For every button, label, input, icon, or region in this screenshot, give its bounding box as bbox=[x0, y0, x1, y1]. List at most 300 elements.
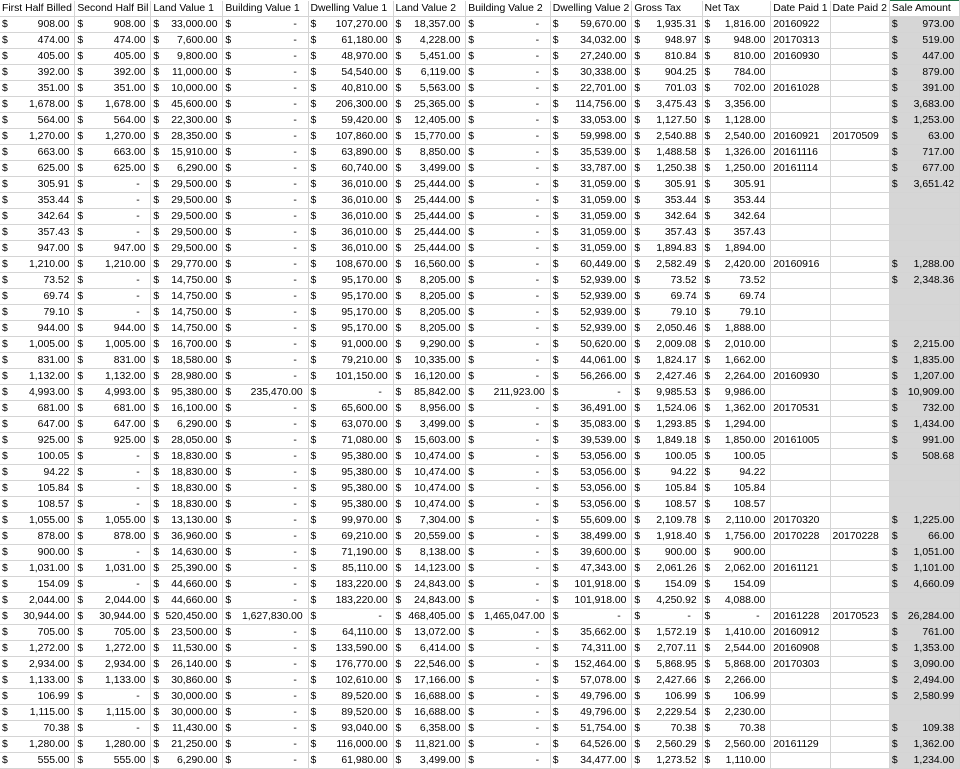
cell[interactable] bbox=[550, 673, 632, 689]
cell[interactable] bbox=[830, 81, 889, 97]
cell[interactable] bbox=[632, 17, 702, 33]
cell[interactable] bbox=[771, 289, 830, 305]
cell[interactable] bbox=[151, 49, 223, 65]
cell[interactable] bbox=[702, 209, 771, 225]
cell[interactable] bbox=[830, 17, 889, 33]
cell[interactable] bbox=[75, 305, 151, 321]
cell[interactable]: 20161121 bbox=[771, 561, 830, 577]
cell[interactable] bbox=[550, 481, 632, 497]
cell[interactable] bbox=[702, 129, 771, 145]
cell[interactable] bbox=[702, 353, 771, 369]
column-header[interactable]: Building Value 2 bbox=[466, 1, 550, 17]
cell[interactable] bbox=[889, 209, 959, 225]
cell[interactable] bbox=[151, 705, 223, 721]
cell[interactable] bbox=[308, 401, 393, 417]
cell[interactable] bbox=[75, 721, 151, 737]
cell[interactable] bbox=[393, 481, 466, 497]
cell[interactable] bbox=[830, 657, 889, 673]
cell[interactable] bbox=[393, 385, 466, 401]
cell[interactable] bbox=[75, 433, 151, 449]
cell[interactable] bbox=[771, 689, 830, 705]
cell[interactable] bbox=[0, 545, 75, 561]
cell[interactable] bbox=[830, 481, 889, 497]
cell[interactable] bbox=[393, 497, 466, 513]
cell[interactable] bbox=[151, 369, 223, 385]
cell[interactable] bbox=[308, 113, 393, 129]
cell[interactable] bbox=[0, 177, 75, 193]
cell[interactable] bbox=[632, 65, 702, 81]
cell[interactable] bbox=[632, 737, 702, 753]
cell[interactable] bbox=[702, 193, 771, 209]
cell[interactable] bbox=[223, 289, 308, 305]
cell[interactable] bbox=[393, 209, 466, 225]
cell[interactable] bbox=[393, 737, 466, 753]
cell[interactable] bbox=[702, 529, 771, 545]
cell[interactable] bbox=[223, 449, 308, 465]
cell[interactable] bbox=[0, 225, 75, 241]
cell[interactable] bbox=[830, 753, 889, 769]
cell[interactable] bbox=[632, 337, 702, 353]
cell[interactable] bbox=[702, 673, 771, 689]
cell[interactable] bbox=[550, 353, 632, 369]
cell[interactable]: 20161116 bbox=[771, 145, 830, 161]
cell[interactable] bbox=[889, 161, 959, 177]
cell[interactable] bbox=[889, 241, 959, 257]
cell[interactable] bbox=[632, 305, 702, 321]
cell[interactable] bbox=[0, 209, 75, 225]
cell[interactable] bbox=[393, 657, 466, 673]
cell[interactable] bbox=[151, 401, 223, 417]
cell[interactable] bbox=[223, 33, 308, 49]
cell[interactable] bbox=[889, 609, 959, 625]
cell[interactable] bbox=[151, 97, 223, 113]
cell[interactable] bbox=[466, 497, 550, 513]
cell[interactable] bbox=[550, 529, 632, 545]
cell[interactable] bbox=[393, 273, 466, 289]
cell[interactable] bbox=[223, 609, 308, 625]
cell[interactable] bbox=[393, 625, 466, 641]
cell[interactable] bbox=[223, 225, 308, 241]
cell[interactable] bbox=[830, 289, 889, 305]
cell[interactable] bbox=[393, 721, 466, 737]
cell[interactable] bbox=[550, 385, 632, 401]
cell[interactable] bbox=[889, 113, 959, 129]
cell[interactable] bbox=[308, 705, 393, 721]
cell[interactable] bbox=[0, 561, 75, 577]
cell[interactable] bbox=[393, 353, 466, 369]
cell[interactable] bbox=[223, 321, 308, 337]
cell[interactable] bbox=[151, 545, 223, 561]
cell[interactable]: 20170228 bbox=[771, 529, 830, 545]
cell[interactable] bbox=[0, 609, 75, 625]
cell[interactable] bbox=[550, 33, 632, 49]
column-header[interactable]: Dwelling Value 2 bbox=[550, 1, 632, 17]
cell[interactable] bbox=[550, 337, 632, 353]
cell[interactable] bbox=[550, 305, 632, 321]
cell[interactable] bbox=[632, 369, 702, 385]
cell[interactable] bbox=[550, 369, 632, 385]
cell[interactable] bbox=[702, 257, 771, 273]
cell[interactable] bbox=[550, 273, 632, 289]
cell[interactable] bbox=[393, 577, 466, 593]
cell[interactable] bbox=[889, 465, 959, 481]
cell[interactable] bbox=[308, 513, 393, 529]
cell[interactable] bbox=[308, 625, 393, 641]
cell[interactable] bbox=[75, 593, 151, 609]
cell[interactable] bbox=[702, 417, 771, 433]
cell[interactable] bbox=[550, 433, 632, 449]
cell[interactable]: 20161228 bbox=[771, 609, 830, 625]
cell[interactable] bbox=[466, 65, 550, 81]
cell[interactable] bbox=[393, 193, 466, 209]
cell[interactable] bbox=[771, 97, 830, 113]
cell[interactable] bbox=[75, 513, 151, 529]
cell[interactable] bbox=[830, 593, 889, 609]
column-header[interactable]: Second Half Bil bbox=[75, 1, 151, 17]
cell[interactable] bbox=[75, 273, 151, 289]
cell[interactable] bbox=[223, 97, 308, 113]
cell[interactable] bbox=[308, 481, 393, 497]
cell[interactable] bbox=[75, 497, 151, 513]
cell[interactable] bbox=[550, 577, 632, 593]
cell[interactable] bbox=[223, 721, 308, 737]
cell[interactable] bbox=[0, 753, 75, 769]
cell[interactable] bbox=[889, 737, 959, 753]
cell[interactable] bbox=[771, 417, 830, 433]
cell[interactable] bbox=[308, 129, 393, 145]
cell[interactable] bbox=[75, 401, 151, 417]
cell[interactable] bbox=[0, 129, 75, 145]
cell[interactable] bbox=[466, 657, 550, 673]
cell[interactable] bbox=[632, 273, 702, 289]
cell[interactable] bbox=[75, 385, 151, 401]
cell[interactable] bbox=[308, 465, 393, 481]
cell[interactable] bbox=[308, 257, 393, 273]
cell[interactable] bbox=[632, 257, 702, 273]
cell[interactable] bbox=[550, 81, 632, 97]
cell[interactable] bbox=[550, 49, 632, 65]
cell[interactable] bbox=[830, 705, 889, 721]
cell[interactable] bbox=[830, 737, 889, 753]
cell[interactable] bbox=[223, 705, 308, 721]
cell[interactable] bbox=[393, 449, 466, 465]
cell[interactable] bbox=[393, 177, 466, 193]
cell[interactable] bbox=[223, 305, 308, 321]
cell[interactable] bbox=[223, 161, 308, 177]
cell[interactable] bbox=[466, 609, 550, 625]
cell[interactable] bbox=[632, 641, 702, 657]
cell[interactable] bbox=[151, 225, 223, 241]
cell[interactable] bbox=[393, 417, 466, 433]
cell[interactable] bbox=[550, 737, 632, 753]
cell[interactable] bbox=[393, 641, 466, 657]
cell[interactable]: 20170531 bbox=[771, 401, 830, 417]
cell[interactable] bbox=[466, 513, 550, 529]
cell[interactable] bbox=[0, 577, 75, 593]
cell[interactable] bbox=[830, 273, 889, 289]
cell[interactable] bbox=[550, 161, 632, 177]
cell[interactable] bbox=[393, 337, 466, 353]
cell[interactable] bbox=[771, 353, 830, 369]
cell[interactable] bbox=[889, 561, 959, 577]
cell[interactable] bbox=[151, 529, 223, 545]
cell[interactable] bbox=[75, 753, 151, 769]
cell[interactable] bbox=[393, 705, 466, 721]
cell[interactable] bbox=[632, 113, 702, 129]
cell[interactable] bbox=[75, 737, 151, 753]
cell[interactable]: 20161114 bbox=[771, 161, 830, 177]
cell[interactable] bbox=[771, 497, 830, 513]
cell[interactable] bbox=[75, 705, 151, 721]
cell[interactable] bbox=[771, 449, 830, 465]
cell[interactable] bbox=[702, 289, 771, 305]
cell[interactable] bbox=[889, 129, 959, 145]
cell[interactable] bbox=[393, 17, 466, 33]
cell[interactable] bbox=[223, 337, 308, 353]
cell[interactable] bbox=[466, 737, 550, 753]
column-header[interactable]: Land Value 2 bbox=[393, 1, 466, 17]
cell[interactable] bbox=[151, 577, 223, 593]
cell[interactable] bbox=[223, 753, 308, 769]
cell[interactable] bbox=[889, 625, 959, 641]
cell[interactable] bbox=[151, 209, 223, 225]
cell[interactable] bbox=[889, 705, 959, 721]
cell[interactable] bbox=[830, 161, 889, 177]
cell[interactable] bbox=[223, 49, 308, 65]
cell[interactable] bbox=[632, 289, 702, 305]
cell[interactable] bbox=[0, 161, 75, 177]
cell[interactable] bbox=[632, 417, 702, 433]
cell[interactable] bbox=[75, 625, 151, 641]
cell[interactable] bbox=[466, 241, 550, 257]
cell[interactable] bbox=[632, 529, 702, 545]
cell[interactable] bbox=[151, 497, 223, 513]
cell[interactable] bbox=[771, 321, 830, 337]
cell[interactable] bbox=[632, 81, 702, 97]
cell[interactable] bbox=[0, 705, 75, 721]
cell[interactable] bbox=[889, 369, 959, 385]
cell[interactable] bbox=[632, 49, 702, 65]
cell[interactable] bbox=[308, 209, 393, 225]
cell[interactable] bbox=[889, 145, 959, 161]
cell[interactable] bbox=[151, 593, 223, 609]
cell[interactable] bbox=[308, 433, 393, 449]
cell[interactable] bbox=[632, 433, 702, 449]
cell[interactable] bbox=[393, 289, 466, 305]
cell[interactable] bbox=[75, 641, 151, 657]
cell[interactable] bbox=[702, 401, 771, 417]
cell[interactable] bbox=[771, 225, 830, 241]
cell[interactable] bbox=[393, 673, 466, 689]
cell[interactable] bbox=[308, 545, 393, 561]
cell[interactable] bbox=[830, 97, 889, 113]
cell[interactable] bbox=[889, 65, 959, 81]
cell[interactable] bbox=[771, 113, 830, 129]
cell[interactable] bbox=[151, 753, 223, 769]
cell[interactable] bbox=[223, 65, 308, 81]
cell[interactable]: 20161028 bbox=[771, 81, 830, 97]
cell[interactable] bbox=[889, 449, 959, 465]
cell[interactable] bbox=[151, 609, 223, 625]
cell[interactable] bbox=[830, 337, 889, 353]
cell[interactable] bbox=[0, 257, 75, 273]
cell[interactable] bbox=[223, 113, 308, 129]
cell[interactable] bbox=[702, 641, 771, 657]
cell[interactable] bbox=[223, 529, 308, 545]
cell[interactable] bbox=[702, 321, 771, 337]
cell[interactable] bbox=[393, 433, 466, 449]
cell[interactable] bbox=[151, 417, 223, 433]
cell[interactable] bbox=[0, 689, 75, 705]
cell[interactable] bbox=[550, 241, 632, 257]
cell[interactable] bbox=[75, 177, 151, 193]
cell[interactable] bbox=[75, 561, 151, 577]
cell[interactable] bbox=[550, 401, 632, 417]
cell[interactable] bbox=[550, 225, 632, 241]
cell[interactable] bbox=[550, 97, 632, 113]
cell[interactable] bbox=[75, 417, 151, 433]
cell[interactable] bbox=[889, 689, 959, 705]
cell[interactable] bbox=[223, 193, 308, 209]
cell[interactable] bbox=[889, 385, 959, 401]
cell[interactable] bbox=[889, 193, 959, 209]
cell[interactable] bbox=[0, 737, 75, 753]
cell[interactable] bbox=[466, 577, 550, 593]
cell[interactable] bbox=[223, 545, 308, 561]
cell[interactable] bbox=[151, 721, 223, 737]
cell[interactable] bbox=[702, 609, 771, 625]
cell[interactable] bbox=[702, 241, 771, 257]
cell[interactable] bbox=[466, 753, 550, 769]
cell[interactable] bbox=[632, 241, 702, 257]
cell[interactable] bbox=[702, 689, 771, 705]
cell[interactable] bbox=[151, 737, 223, 753]
cell[interactable] bbox=[830, 689, 889, 705]
cell[interactable] bbox=[632, 513, 702, 529]
cell[interactable] bbox=[466, 673, 550, 689]
cell[interactable] bbox=[702, 17, 771, 33]
cell[interactable]: 20160912 bbox=[771, 625, 830, 641]
cell[interactable] bbox=[75, 17, 151, 33]
cell[interactable] bbox=[151, 241, 223, 257]
cell[interactable] bbox=[0, 449, 75, 465]
cell[interactable] bbox=[830, 353, 889, 369]
cell[interactable] bbox=[550, 609, 632, 625]
cell[interactable] bbox=[466, 353, 550, 369]
cell[interactable] bbox=[889, 529, 959, 545]
cell[interactable] bbox=[702, 81, 771, 97]
cell[interactable] bbox=[830, 545, 889, 561]
cell[interactable] bbox=[830, 369, 889, 385]
cell[interactable] bbox=[466, 481, 550, 497]
cell[interactable] bbox=[702, 177, 771, 193]
cell[interactable] bbox=[0, 417, 75, 433]
cell[interactable] bbox=[308, 385, 393, 401]
cell[interactable] bbox=[223, 241, 308, 257]
cell[interactable] bbox=[632, 401, 702, 417]
cell[interactable] bbox=[702, 369, 771, 385]
cell[interactable] bbox=[308, 81, 393, 97]
cell[interactable] bbox=[223, 673, 308, 689]
cell[interactable] bbox=[308, 145, 393, 161]
cell[interactable] bbox=[223, 593, 308, 609]
cell[interactable] bbox=[889, 721, 959, 737]
cell[interactable] bbox=[889, 321, 959, 337]
cell[interactable] bbox=[223, 513, 308, 529]
cell[interactable]: 20170523 bbox=[830, 609, 889, 625]
cell[interactable] bbox=[466, 193, 550, 209]
cell[interactable] bbox=[771, 241, 830, 257]
cell[interactable] bbox=[550, 705, 632, 721]
cell[interactable] bbox=[151, 481, 223, 497]
cell[interactable] bbox=[889, 657, 959, 673]
cell[interactable] bbox=[771, 753, 830, 769]
cell[interactable] bbox=[308, 241, 393, 257]
cell[interactable] bbox=[632, 321, 702, 337]
cell[interactable] bbox=[75, 193, 151, 209]
cell[interactable] bbox=[308, 721, 393, 737]
cell[interactable] bbox=[466, 49, 550, 65]
cell[interactable] bbox=[466, 81, 550, 97]
cell[interactable] bbox=[550, 449, 632, 465]
cell[interactable] bbox=[151, 65, 223, 81]
cell[interactable] bbox=[550, 65, 632, 81]
cell[interactable] bbox=[771, 385, 830, 401]
cell[interactable] bbox=[308, 273, 393, 289]
cell[interactable] bbox=[308, 49, 393, 65]
cell[interactable]: 20160922 bbox=[771, 17, 830, 33]
cell[interactable] bbox=[393, 305, 466, 321]
cell[interactable] bbox=[466, 721, 550, 737]
cell[interactable] bbox=[75, 97, 151, 113]
cell[interactable] bbox=[830, 145, 889, 161]
cell[interactable] bbox=[702, 593, 771, 609]
cell[interactable] bbox=[151, 449, 223, 465]
cell[interactable] bbox=[702, 449, 771, 465]
cell[interactable] bbox=[702, 385, 771, 401]
cell[interactable] bbox=[308, 353, 393, 369]
cell[interactable] bbox=[75, 657, 151, 673]
cell[interactable] bbox=[151, 273, 223, 289]
cell[interactable] bbox=[889, 97, 959, 113]
cell[interactable] bbox=[830, 209, 889, 225]
cell[interactable] bbox=[889, 641, 959, 657]
cell[interactable] bbox=[830, 49, 889, 65]
cell[interactable] bbox=[151, 465, 223, 481]
column-header[interactable]: First Half Billed bbox=[0, 1, 75, 17]
cell[interactable] bbox=[550, 593, 632, 609]
cell[interactable] bbox=[75, 321, 151, 337]
cell[interactable] bbox=[223, 273, 308, 289]
cell[interactable] bbox=[889, 497, 959, 513]
cell[interactable] bbox=[830, 113, 889, 129]
cell[interactable] bbox=[830, 257, 889, 273]
cell[interactable] bbox=[889, 481, 959, 497]
column-header[interactable]: Date Paid 1 bbox=[771, 1, 830, 17]
cell[interactable] bbox=[550, 257, 632, 273]
cell[interactable] bbox=[308, 177, 393, 193]
cell[interactable] bbox=[889, 593, 959, 609]
cell[interactable] bbox=[75, 113, 151, 129]
cell[interactable] bbox=[466, 593, 550, 609]
cell[interactable] bbox=[151, 113, 223, 129]
cell[interactable] bbox=[632, 225, 702, 241]
cell[interactable] bbox=[0, 337, 75, 353]
cell[interactable] bbox=[0, 113, 75, 129]
cell[interactable] bbox=[632, 353, 702, 369]
cell[interactable] bbox=[550, 689, 632, 705]
cell[interactable] bbox=[308, 97, 393, 113]
